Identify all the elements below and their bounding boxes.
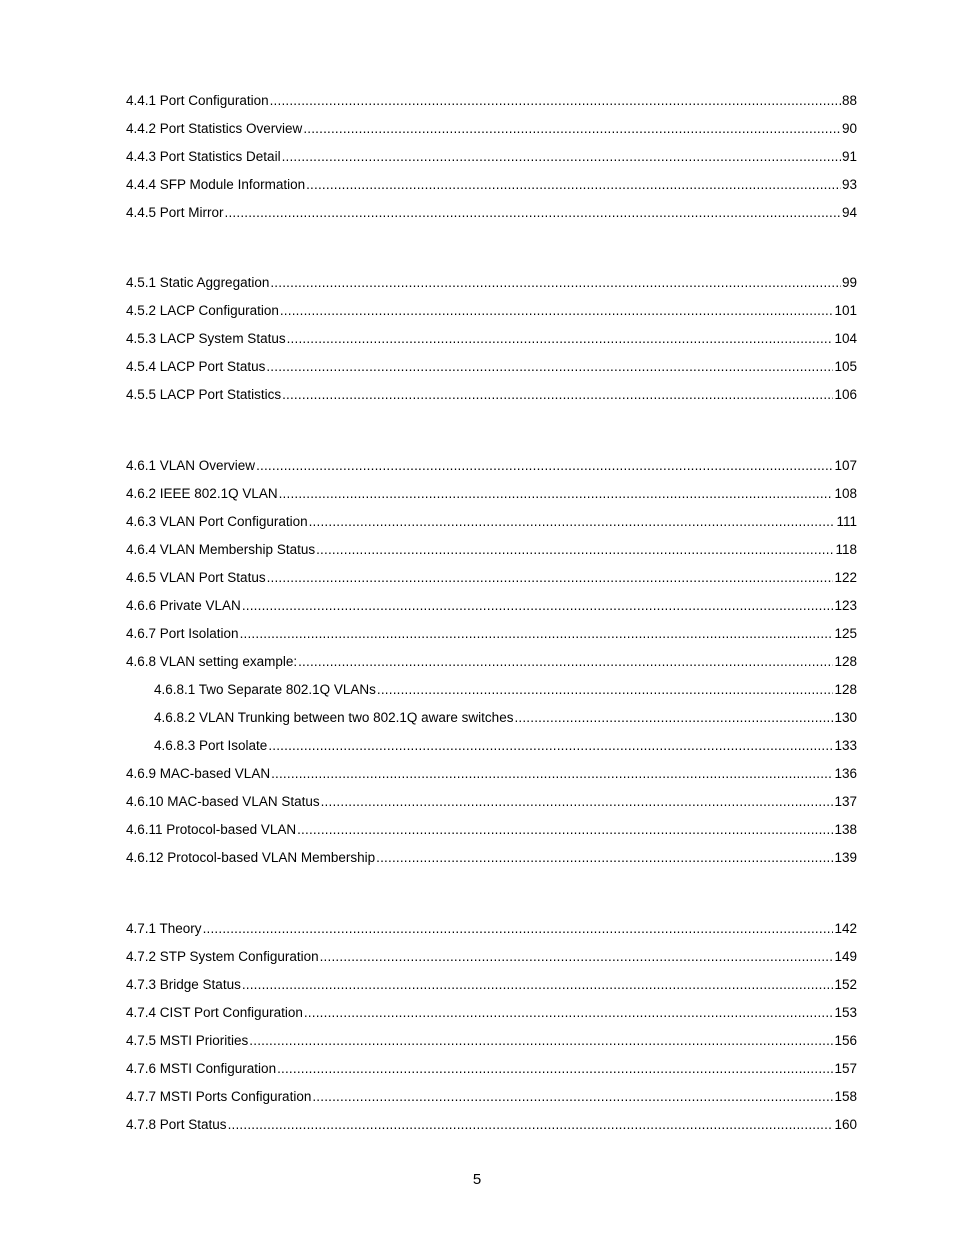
toc-entry-title: 4.5.3 LACP System Status	[126, 331, 286, 346]
toc-entry-page: 111	[836, 514, 857, 529]
toc-entry-page: 91	[841, 149, 857, 164]
toc-entry-page: 156	[834, 1033, 857, 1048]
toc-dot-leader	[297, 822, 833, 838]
toc-entry[interactable]	[126, 359, 857, 375]
toc-entry-page: 90	[841, 121, 857, 136]
toc-entry[interactable]	[126, 626, 857, 642]
toc-entry[interactable]	[126, 949, 857, 965]
toc-entry[interactable]	[126, 486, 857, 502]
toc-entry-title: 4.6.12 Protocol-based VLAN Membership	[126, 850, 376, 865]
toc-dot-leader	[240, 626, 834, 642]
toc-entry[interactable]	[126, 177, 857, 193]
toc-dot-leader	[242, 977, 834, 993]
toc-entry[interactable]	[126, 275, 857, 291]
toc-entry-page: 137	[834, 794, 857, 809]
toc-dot-leader	[277, 1061, 833, 1077]
toc-entry-page: 152	[834, 977, 857, 992]
toc-subentry[interactable]	[154, 682, 857, 698]
toc-entry-page: 88	[841, 93, 857, 108]
toc-entry-page: 158	[834, 1089, 857, 1104]
toc-dot-leader	[282, 387, 833, 403]
toc-entry[interactable]	[126, 654, 857, 670]
toc-entry-title: 4.4.5 Port Mirror	[126, 205, 224, 220]
toc-entry[interactable]	[126, 205, 857, 221]
toc-entry[interactable]	[126, 921, 857, 937]
toc-dot-leader	[321, 794, 834, 810]
toc-entry-title: 4.6.8.3 Port Isolate	[154, 738, 268, 753]
toc-entry-page: 149	[834, 949, 857, 964]
toc-entry-page: 122	[834, 570, 857, 585]
toc-entry[interactable]	[126, 822, 857, 838]
toc-entry-page: 157	[834, 1061, 857, 1076]
toc-entry-page: 107	[834, 458, 857, 473]
toc-entry[interactable]	[126, 794, 857, 810]
page-number: 5	[472, 1171, 482, 1188]
toc-dot-leader	[320, 949, 834, 965]
toc-dot-leader	[249, 1033, 833, 1049]
toc-dot-leader	[267, 570, 834, 586]
toc-entry-title: 4.6.5 VLAN Port Status	[126, 570, 266, 585]
toc-dot-leader	[287, 331, 834, 347]
toc-entry[interactable]	[126, 766, 857, 782]
toc-entry-title: 4.5.2 LACP Configuration	[126, 303, 279, 318]
toc-entry[interactable]	[126, 1089, 857, 1105]
toc-entry-title: 4.7.2 STP System Configuration	[126, 949, 319, 964]
toc-dot-leader	[304, 1005, 834, 1021]
toc-dot-leader	[268, 738, 833, 754]
toc-entry[interactable]	[126, 93, 857, 109]
toc-entry[interactable]	[126, 303, 857, 319]
toc-entry-title: 4.4.2 Port Statistics Overview	[126, 121, 303, 136]
toc-entry-title: 4.6.2 IEEE 802.1Q VLAN	[126, 486, 278, 501]
toc-dot-leader	[306, 177, 841, 193]
toc-entry-title: 4.6.10 MAC-based VLAN Status	[126, 794, 320, 809]
toc-entry[interactable]	[126, 514, 857, 530]
toc-entry-page: 136	[834, 766, 857, 781]
toc-entry-title: 4.6.8.1 Two Separate 802.1Q VLANs	[154, 682, 376, 697]
toc-entry[interactable]	[126, 149, 857, 165]
toc-entry-title: 4.7.1 Theory	[126, 921, 202, 936]
toc-dot-leader	[266, 359, 833, 375]
toc-entry-title: 4.7.8 Port Status	[126, 1117, 227, 1132]
toc-dot-leader	[303, 121, 841, 137]
toc-entry-page: 160	[834, 1117, 857, 1132]
toc-entry-page: 106	[834, 387, 857, 402]
toc-entry-title: 4.7.4 CIST Port Configuration	[126, 1005, 303, 1020]
toc-dot-leader	[376, 850, 833, 866]
toc-dot-leader	[270, 93, 841, 109]
toc-entry-page: 130	[834, 710, 857, 725]
toc-dot-leader	[280, 303, 834, 319]
toc-entry-title: 4.6.8.2 VLAN Trunking between two 802.1Q aware switches	[154, 710, 514, 725]
toc-subentry[interactable]	[154, 738, 857, 754]
toc-dot-leader	[203, 921, 834, 937]
toc-dot-leader	[271, 766, 833, 782]
toc-entry-page: 94	[841, 205, 857, 220]
toc-entry[interactable]	[126, 1061, 857, 1077]
toc-entry[interactable]	[126, 977, 857, 993]
toc-entry[interactable]	[126, 850, 857, 866]
toc-entry-page: 101	[834, 303, 857, 318]
toc-entry[interactable]	[126, 1117, 857, 1133]
toc-entry-title: 4.7.6 MSTI Configuration	[126, 1061, 277, 1076]
toc-dot-leader	[309, 514, 836, 530]
toc-dot-leader	[228, 1117, 834, 1133]
toc-entry-title: 4.6.7 Port Isolation	[126, 626, 239, 641]
toc-entry-title: 4.4.4 SFP Module Information	[126, 177, 306, 192]
toc-dot-leader	[514, 710, 833, 726]
toc-entry-title: 4.5.5 LACP Port Statistics	[126, 387, 282, 402]
toc-entry-page: 139	[834, 850, 857, 865]
toc-entry-title: 4.7.5 MSTI Priorities	[126, 1033, 249, 1048]
toc-entry[interactable]	[126, 1005, 857, 1021]
toc-dot-leader	[279, 486, 834, 502]
toc-entry[interactable]	[126, 598, 857, 614]
toc-entry-title: 4.6.3 VLAN Port Configuration	[126, 514, 308, 529]
toc-entry-page: 118	[835, 542, 857, 557]
toc-entry-title: 4.4.1 Port Configuration	[126, 93, 269, 108]
toc-dot-leader	[298, 654, 833, 670]
toc-entry-page: 105	[834, 359, 857, 374]
toc-dot-leader	[312, 1089, 833, 1105]
toc-entry-page: 142	[834, 921, 857, 936]
toc-dot-leader	[270, 275, 841, 291]
toc-entry-page: 133	[834, 738, 857, 753]
toc-entry-page: 99	[841, 275, 857, 290]
toc-entry[interactable]	[126, 458, 857, 474]
toc-entry-title: 4.7.3 Bridge Status	[126, 977, 241, 992]
toc-entry-page: 108	[834, 486, 857, 501]
toc-entry-page: 128	[834, 654, 857, 669]
toc-entry-title: 4.6.6 Private VLAN	[126, 598, 241, 613]
toc-entry-title: 4.5.4 LACP Port Status	[126, 359, 266, 374]
toc-entry-page: 153	[834, 1005, 857, 1020]
toc-dot-leader	[225, 205, 841, 221]
toc-entry[interactable]	[126, 121, 857, 137]
toc-entry-page: 123	[834, 598, 857, 613]
toc-dot-leader	[256, 458, 833, 474]
toc-dot-leader	[242, 598, 834, 614]
toc-entry-page: 104	[834, 331, 857, 346]
toc-entry-title: 4.6.1 VLAN Overview	[126, 458, 256, 473]
toc-entry-title: 4.5.1 Static Aggregation	[126, 275, 270, 290]
toc-entry[interactable]	[126, 1033, 857, 1049]
toc-entry[interactable]	[126, 331, 857, 347]
toc-entry-title: 4.6.8 VLAN setting example:	[126, 654, 298, 669]
toc-entry[interactable]	[126, 570, 857, 586]
toc-entry-page: 93	[841, 177, 857, 192]
toc-dot-leader	[377, 682, 834, 698]
toc-entry-title: 4.6.9 MAC-based VLAN	[126, 766, 271, 781]
toc-subentry[interactable]	[154, 710, 857, 726]
toc-entry-title: 4.4.3 Port Statistics Detail	[126, 149, 281, 164]
toc-entry-page: 128	[834, 682, 857, 697]
toc-dot-leader	[316, 542, 834, 558]
toc-entry-page: 138	[834, 822, 857, 837]
toc-entry-title: 4.7.7 MSTI Ports Configuration	[126, 1089, 312, 1104]
toc-entry[interactable]	[126, 542, 857, 558]
toc-entry-title: 4.6.4 VLAN Membership Status	[126, 542, 316, 557]
toc-entry[interactable]	[126, 387, 857, 403]
toc-entry-page: 125	[834, 626, 857, 641]
toc-entry-title: 4.6.11 Protocol-based VLAN	[126, 822, 297, 837]
toc-dot-leader	[282, 149, 841, 165]
